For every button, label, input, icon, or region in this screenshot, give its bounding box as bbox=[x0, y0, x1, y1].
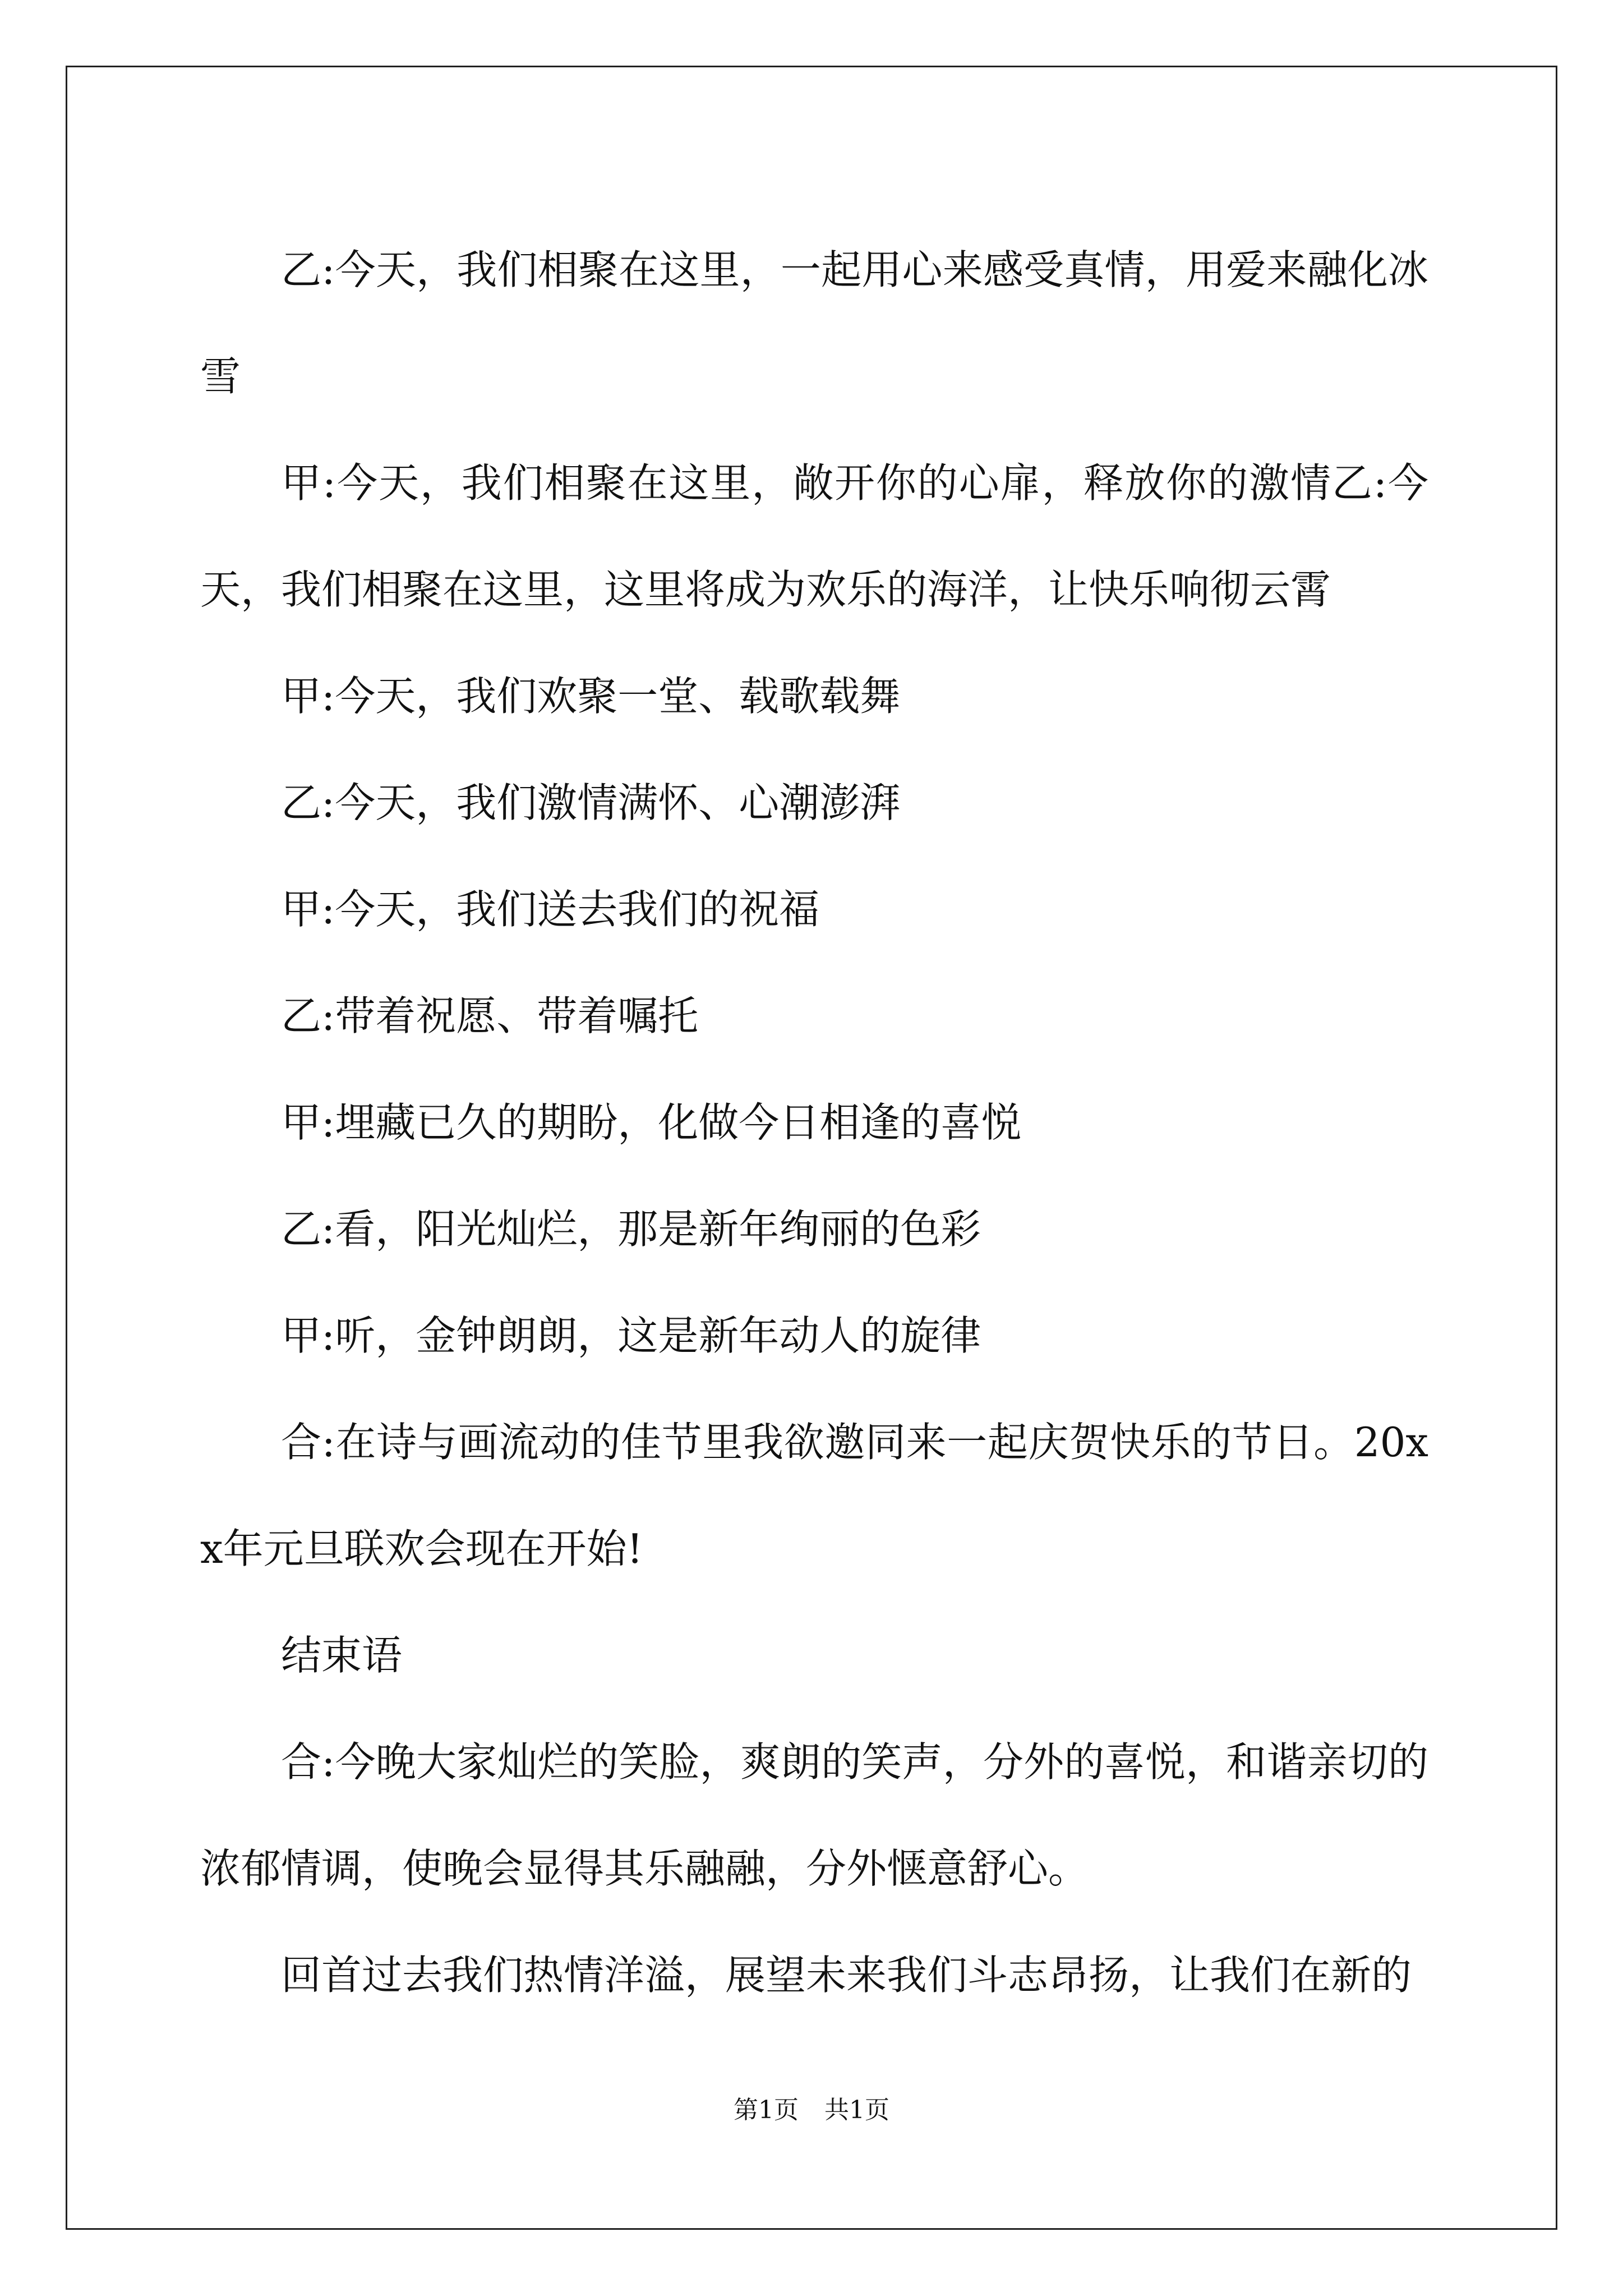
paragraph: 甲:听，金钟朗朗，这是新年动人的旋律 bbox=[281, 1312, 981, 1359]
section-heading: 结束语 bbox=[281, 1632, 403, 1679]
paragraph: 乙:带着祝愿、带着嘱托 bbox=[281, 992, 699, 1039]
paragraph: 乙:今天，我们激情满怀、心潮澎湃 bbox=[281, 779, 901, 826]
page-footer bbox=[0, 2093, 1623, 2127]
paragraph: 乙:看，阳光灿烂，那是新年绚丽的色彩 bbox=[281, 1205, 981, 1253]
paragraph: 甲:埋藏已久的期盼，化做今日相逢的喜悦 bbox=[281, 1099, 1022, 1146]
paragraph: 甲:今天，我们欢聚一堂、载歌载舞 bbox=[281, 673, 901, 720]
paragraph: 合:今晚大家灿烂的笑脸，爽朗的笑声，分外的喜悦，和谐亲切的浓郁情调，使晚会显得其乐融融，分外惬意舒心。 bbox=[200, 1738, 1428, 1892]
paragraph: 乙:今天，我们相聚在这里，一起用心来感受真情，用爱来融化冰雪 bbox=[200, 246, 1428, 400]
page-number-current: 第1页 bbox=[734, 2096, 799, 2124]
paragraph: 甲:今天，我们送去我们的祝福 bbox=[281, 886, 820, 933]
paragraph: 合:在诗与画流动的佳节里我欲邀同来一起庆贺快乐的节日。20xx年元旦联欢会现在开始! bbox=[200, 1419, 1428, 1572]
page-number-total: 共1页 bbox=[824, 2096, 889, 2124]
paragraph: 回首过去我们热情洋溢，展望未来我们斗志昂扬，让我们在新的 bbox=[281, 1952, 1412, 1999]
paragraph: 甲:今天，我们相聚在这里，敞开你的心扉，释放你的激情乙:今天，我们相聚在这里，这里将成为欢乐的海洋，让快乐响彻云霄 bbox=[200, 459, 1428, 613]
document-body bbox=[200, 217, 1428, 2028]
